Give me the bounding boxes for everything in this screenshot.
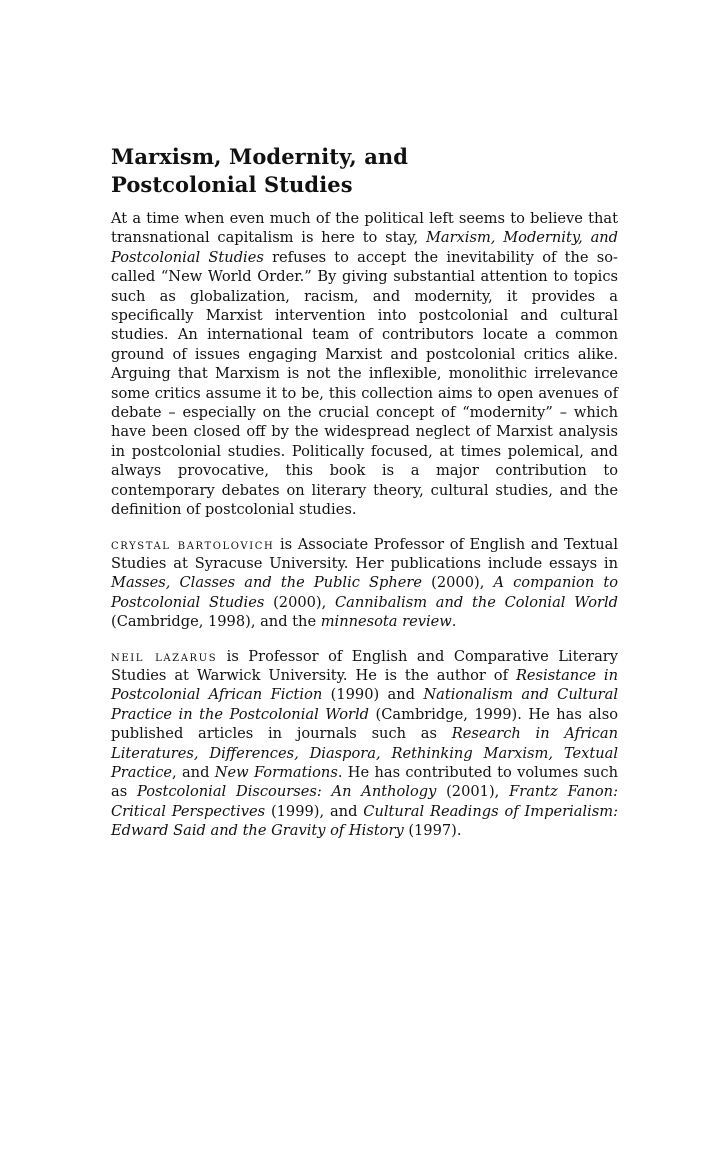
- book-title: [111, 143, 618, 199]
- book-title-line-2: Postcolonial Studies: [111, 172, 353, 197]
- publication-title: Research in African Literatures, Differences, Diaspora, Rethinking Marxism, Textual Practice: [111, 725, 618, 781]
- publication-title: Nationalism and Cultural Practice in the Postcolonial World: [111, 686, 618, 723]
- publication-title: minnesota review: [320, 613, 452, 631]
- publication-title: Resistance in Postcolonial African Fiction: [111, 666, 618, 704]
- book-description: [111, 209, 618, 520]
- description-text: refuses to accept the inevitability of the so-called “New World Order.” By giving substantial attention to topics such as globalization, racism, and modernity, it provides a specifically Marxist intervention into postcolonial and cultural studies. An international team of contributors locate a common ground of issues engaging Marxist and postcolonial critics alike. Arguing that Marxism is not the inflexible, monolithic irrelevance some critics assume it to be, this collection aims to open avenues of debate – especially on the crucial concept of “modernity” – which have been closed off by the widespread neglect of Marxist analysis in postcolonial studies. Politically focused, at times polemical, and always provocative, this book is a major contribution to contemporary debates on literary theory, cultural studies, and the definition of postcolonial studies.: [111, 248, 618, 519]
- publication-title: Masses, Classes and the Public Sphere: [111, 574, 423, 592]
- bio-text: is Professor of English and Comparative Literary Studies at Warwick University. He is the author of: [111, 647, 618, 684]
- bio-text: (Cambridge, 1999). He has also published articles in journals such as: [111, 705, 619, 743]
- bio-text: (1999), and: [265, 802, 364, 820]
- publication-title: A companion to Postcolonial Studies: [111, 574, 618, 611]
- editor-name: neil lazarus: [111, 647, 218, 665]
- bio-text: (2000),: [422, 574, 494, 592]
- publication-title: Frantz Fanon: Critical Perspectives: [111, 783, 618, 820]
- bio-text: (2001),: [436, 783, 510, 801]
- description-text: At a time when even much of the political left seems to believe that transnational capitalism is here to stay,: [111, 210, 618, 247]
- editor-name: crystal bartolovich: [111, 535, 275, 553]
- bio-text: .: [451, 613, 457, 631]
- back-cover-text: [111, 143, 618, 841]
- bio-text: (1997).: [403, 822, 462, 840]
- bio-text: is Associate Professor of English and Textual Studies at Syracuse University. Her publications include essays in: [111, 535, 618, 572]
- publication-title: Cannibalism and the Colonial World: [335, 593, 618, 611]
- description-title-italic: Marxism, Modernity, and Postcolonial Studies: [111, 229, 619, 266]
- bio-text: (1990) and: [322, 686, 424, 704]
- bio-text: (Cambridge, 1998), and the: [111, 613, 321, 631]
- bio-text: . He has contributed to volumes such as: [111, 763, 618, 801]
- editor-bio-lazarus: [111, 647, 618, 841]
- publication-title: Postcolonial Discourses: An Anthology: [137, 783, 437, 801]
- bio-text: (2000),: [264, 593, 336, 611]
- book-title-line-1: Marxism, Modernity, and: [111, 144, 409, 169]
- publication-title: New Formations: [214, 763, 338, 781]
- bio-text: , and: [172, 763, 215, 781]
- publication-title: Cultural Readings of Imperialism: Edward Said and the Gravity of History: [111, 802, 619, 840]
- editor-bio-bartolovich: [111, 535, 618, 632]
